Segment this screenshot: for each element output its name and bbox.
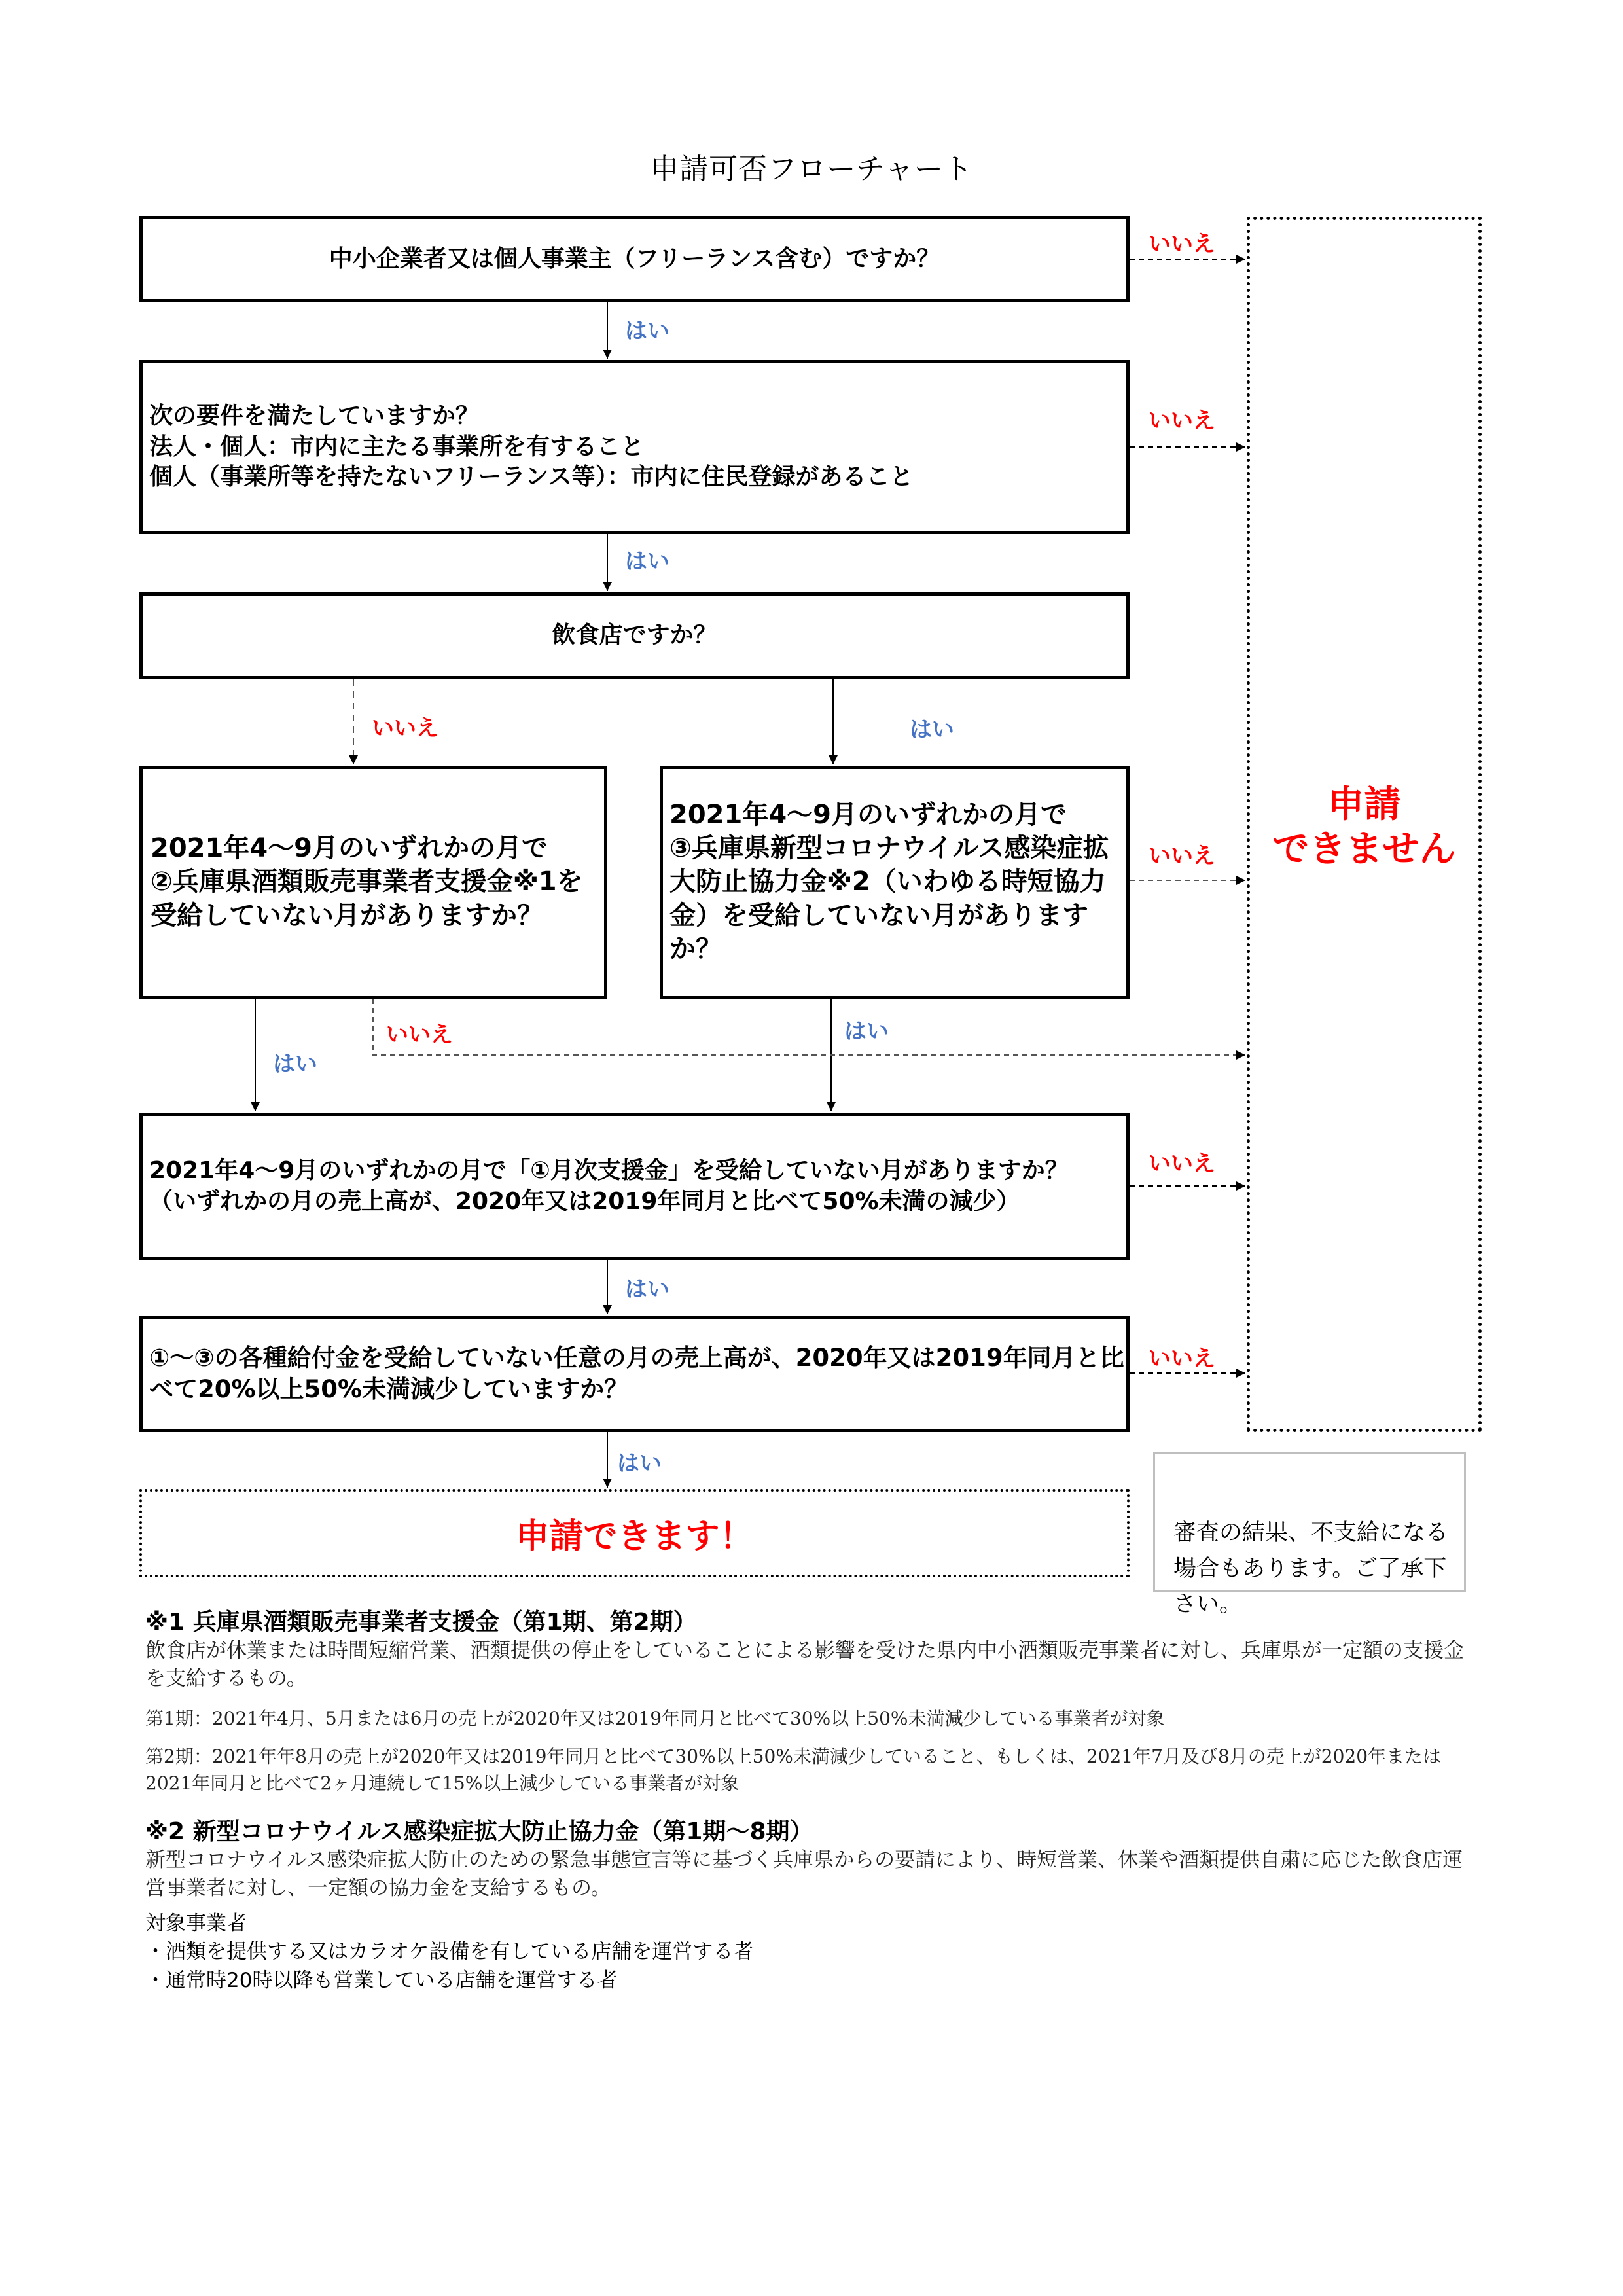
footnote-1 [145,1604,1467,1797]
label-q6-yes: はい [617,1450,662,1477]
question-4-cooperation-text: 2021年4～9月のいずれかの月で ③兵庫県新型コロナウイルス感染症拡大防止協力金※2（いわゆる時短協力金）を受給していない月がありますか？ [669,800,1109,964]
footnote-2-target-1: ・酒類を提供する又はカラオケ設備を有している店舗を運営する者 [145,1940,754,1964]
can-apply-text: 申請できます！ [515,1517,754,1556]
cannot-apply-text: 申請 できません [1272,783,1456,871]
notice-text: 審査の結果、不支給になる場合もあります。ご了承下さい。 [1173,1520,1449,1617]
label-q3-no: いいえ [372,715,438,742]
footnote-2-heading: ※2 新型コロナウイルス感染症拡大防止協力金（第1期～8期） [145,1818,813,1845]
question-5-text: 2021年4～9月のいずれかの月で「①月次支援金」を受給していない月がありますか？ （いずれかの月の売上高が、2020年又は2019年同月と比べて50%未満の減少） [149,1157,1069,1215]
label-q2-yes: はい [625,548,669,575]
arrow-q4-left-no [373,999,1245,1055]
footnote-2-body: 新型コロナウイルス感染症拡大防止のための緊急事態宣言等に基づく兵庫県からの要請により、時短営業、休業や酒類提供自粛に応じた飲食店運営事業者に対し、一定額の協力金を支給するもの。 [145,1848,1463,1901]
label-q1-yes: はい [625,318,669,344]
label-q5-yes: はい [625,1276,669,1302]
footnote-2 [145,1813,1467,1995]
label-q2-no: いいえ [1149,408,1215,434]
label-q1-no: いいえ [1149,231,1215,257]
question-6-text: ①～③の各種給付金を受給していない任意の月の売上高が、2020年又は2019年同月と比べて20%以上50%未満減少していますか？ [149,1343,1124,1403]
footnote-2-target-2: ・通常時20時以降も営業している店舗を運営する者 [145,1968,618,1992]
footnote-1-period-2: 第2期：2021年年8月の売上が2020年又は2019年同月と比べて30%以上50%未満減少していること、もしくは、2021年7月及び8月の売上が2020年または2021年同月と比べて2ヶ月連続して15%以上減少している事業者が対象 [145,1746,1442,1794]
question-4-liquor-text: 2021年4～9月のいずれかの月で ②兵庫県酒類販売事業者支援金※1を受給していない月がありますか？ [151,833,583,931]
question-1-text: 中小企業者又は個人事業主（フリーランス含む）ですか？ [329,245,940,272]
page-title: 申請可否フローチャート [650,152,973,186]
footnote-1-heading: ※1 兵庫県酒類販売事業者支援金（第1期、第2期） [145,1609,697,1636]
footnote-1-body: 飲食店が休業または時間短縮営業、酒類提供の停止をしていることによる影響を受けた県内中小酒類販売事業者に対し、兵庫県が一定額の支援金を支給するもの。 [145,1639,1464,1691]
question-2-text: 次の要件を満たしていますか？ 法人・個人：市内に主たる事業所を有すること 個人（事業所等を持たないフリーランス等）：市内に住民登録があること [149,402,914,491]
label-q5-no: いいえ [1149,1151,1215,1177]
footnote-2-target-heading: 対象事業者 [145,1911,247,1935]
footnote-1-period-1: 第1期：2021年4月、5月または6月の売上が2020年又は2019年同月と比べて30%以上50%未満減少している事業者が対象 [145,1707,1165,1729]
label-q3-yes: はい [910,717,954,743]
label-q4-left-yes: はい [273,1051,317,1077]
label-q4-left-no: いいえ [386,1022,453,1048]
label-q4-right-yes: はい [844,1018,889,1045]
label-q6-no: いいえ [1149,1346,1215,1372]
label-q4-right-no: いいえ [1149,843,1215,869]
question-3-text: 飲食店ですか？ [552,622,717,649]
